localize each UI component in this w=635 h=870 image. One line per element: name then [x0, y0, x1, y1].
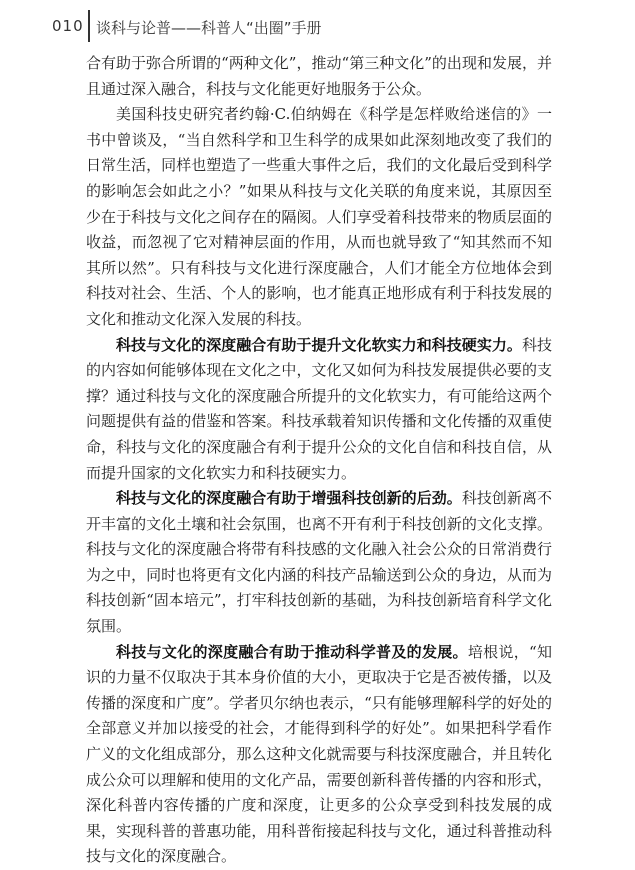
paragraph-text: 美国科技史研究者约翰·C.伯纳姆在《科学是怎样败给迷信的》一书中曾谈及，“当自然科学和卫生科学的成果如此深刻地改变了我们的日常生活，同样也塑造了一些重大事件之后，我们的文化最后受到科学的影响怎会如此之小？”如果从科技与文化关联的角度来说，其原因至少在于科技与文化之间存在的隔阂。人们享受着科技带来的物质层面的收益，而忽视了它对精神层面的作用，从而也就导致了“知其然而不知其所以然”。只有科技与文化进行深度融合，人们才能全方位地体会到科技对社会、生活、个人的影响，也才能真正地形成有利于科技发展的文化和推动文化深入发展的科技。 [86, 105, 552, 328]
header-divider [88, 10, 90, 42]
paragraph-lead: 科技与文化的深度融合有助于推动科学普及的发展。 [116, 642, 468, 661]
paragraph-innovation [86, 486, 552, 640]
paragraph-soft-hard-power [86, 333, 552, 487]
paragraph-popularization [86, 640, 552, 870]
running-title: 谈科与论普——科普人“出圈”手册 [96, 19, 322, 37]
paragraph-text: 合有助于弥合所谓的“两种文化”，推动“第三种文化”的出现和发展，并且通过深入融合，科技与文化能更好地服务于公众。 [86, 54, 552, 98]
paragraph-continued [86, 51, 552, 102]
paragraph-burnham-quote [86, 102, 552, 332]
paragraph-text: 科技的内容如何能够体现在文化之中，文化又如何为科技发展提供必要的支撑？通过科技与文化的深度融合所提升的文化软实力，有可能给这两个问题提供有益的借鉴和答案。科技承载着知识传播和文化传播的双重使命，科技与文化的深度融合有利于提升公众的文化自信和科技自信，从而提升国家的文化软实力和科技硬实力。 [86, 335, 552, 482]
paragraph-text: 科技创新离不开丰富的文化土壤和社会氛围，也离不开有利于科技创新的文化支撑。科技与文化的深度融合将带有科技感的文化融入社会公众的日常消费行为之中，同时也将更有文化内涵的科技产品输送到公众的身边，从而为科技创新“固本培元”，打牢科技创新的基础，为科技创新培育科学文化氛围。 [86, 489, 552, 636]
paragraph-lead: 科技与文化的深度融合有助于提升文化软实力和科技硬实力。 [116, 335, 522, 354]
paragraph-lead: 科技与文化的深度融合有助于增强科技创新的后劲。 [116, 489, 462, 508]
paragraph-text: 培根说，“知识的力量不仅取决于其本身价值的大小，更取决于它是否被传播，以及传播的深度和广度”。学者贝尔纳也表示，“只有能够理解科学的好处的全部意义并加以接受的社会，才能得到科学的好处”。如果把科学看作广义的文化组成部分，那么这种文化就需要与科技深度融合，并且转化成公众可以理解和使用的文化产品，需要创新科普传播的内容和形式，深化科普内容传播的广度和深度，让更多的公众享受到科技发展的成果，实现科普的普惠功能，用科普衔接起科技与文化，通过科普推动科技与文化的深度融合。 [86, 642, 552, 866]
page-number: 010 [52, 17, 84, 35]
page-header [0, 0, 635, 46]
body-text [86, 51, 552, 870]
